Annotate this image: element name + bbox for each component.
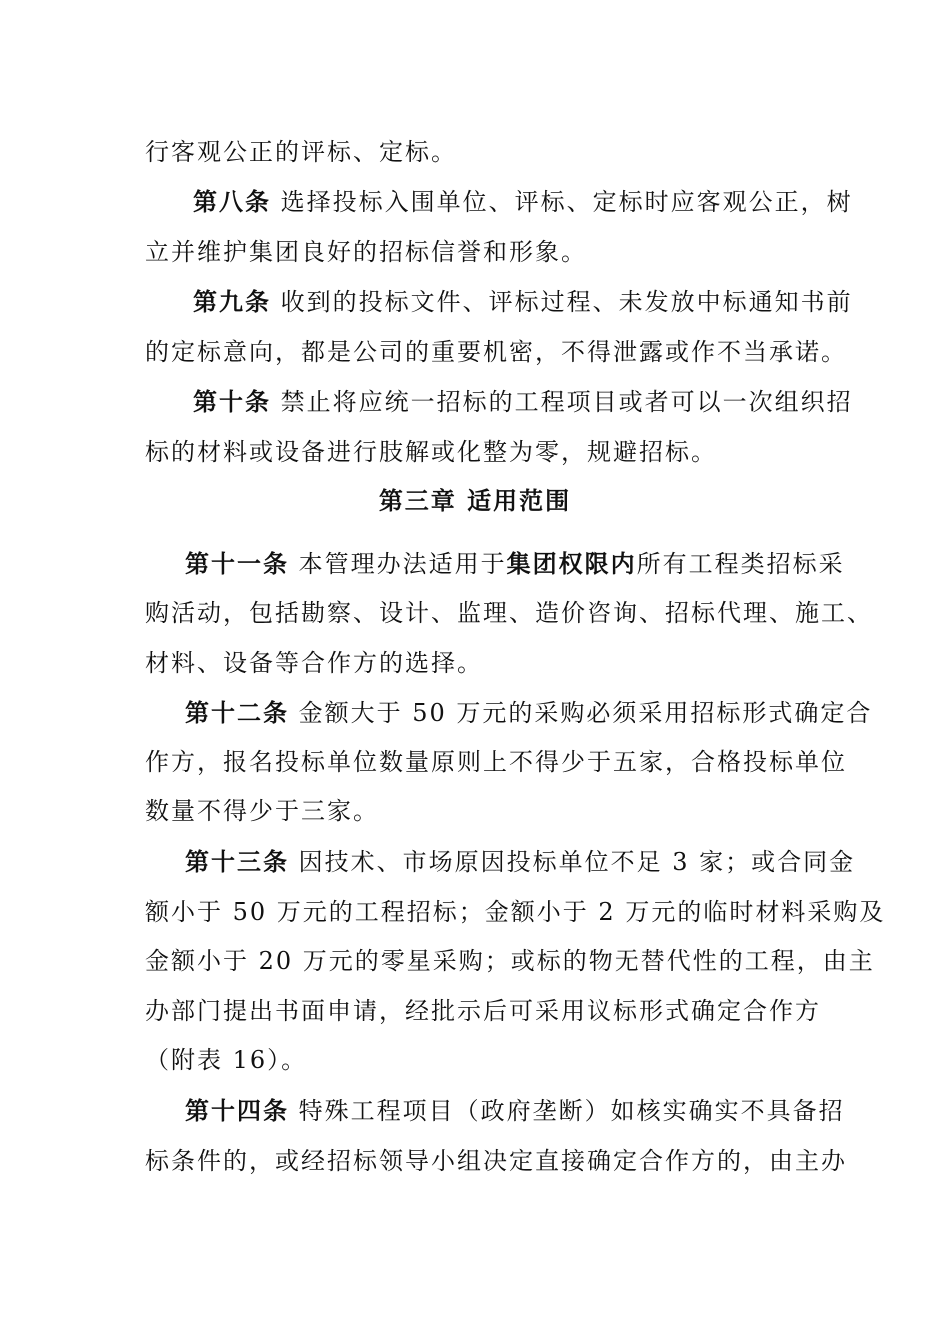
line-text: 额小于 50 万元的工程招标；金额小于 2 万元的临时材料采购及 <box>145 898 886 926</box>
paragraph-line <box>145 1044 307 1076</box>
line-text: 标的材料或设备进行肢解或化整为零，规避招标。 <box>145 438 717 466</box>
article-14 <box>185 1095 845 1127</box>
article-label: 第九条 <box>193 287 271 316</box>
article-emphasis: 集团权限内 <box>506 549 637 578</box>
article-text: 金额大于 50 万元的采购必须采用招标形式确定合 <box>298 699 873 727</box>
paragraph-line <box>145 896 885 928</box>
line-text: 立并维护集团良好的招标信誉和形象。 <box>145 238 587 266</box>
article-text: 禁止将应统一招标的工程项目或者可以一次组织招 <box>280 388 853 416</box>
line-text: 的定标意向，都是公司的重要机密，不得泄露或作不当承诺。 <box>145 338 847 366</box>
article-text: 因技术、市场原因投标单位不足 3 家；或合同金 <box>298 848 856 876</box>
paragraph-line <box>145 436 717 468</box>
paragraph-line <box>145 647 483 679</box>
line-text: 材料、设备等合作方的选择。 <box>145 649 483 677</box>
paragraph-line <box>145 746 847 778</box>
article-label: 第八条 <box>193 187 271 216</box>
line-text: 金额小于 20 万元的零星采购；或标的物无替代性的工程，由主 <box>145 947 875 975</box>
article-12 <box>185 697 872 729</box>
paragraph-line <box>145 336 847 368</box>
chapter-heading: 第三章 适用范围 <box>378 486 572 515</box>
article-label: 第十二条 <box>185 698 289 727</box>
paragraph-line <box>145 945 875 977</box>
article-13 <box>185 846 855 878</box>
line-text: （附表 16）。 <box>145 1046 308 1074</box>
paragraph-line <box>145 597 873 629</box>
article-text: 收到的投标文件、评标过程、未发放中标通知书前 <box>280 288 853 316</box>
article-label: 第十四条 <box>185 1096 289 1125</box>
article-text: 选择投标入围单位、评标、定标时应客观公正，树 <box>280 188 853 216</box>
paragraph-line <box>145 236 587 268</box>
article-text: 所有工程类招标采 <box>636 550 845 578</box>
article-9 <box>193 286 853 318</box>
article-label: 第十三条 <box>185 847 289 876</box>
article-8 <box>193 186 853 218</box>
article-10 <box>193 386 853 418</box>
paragraph-line <box>145 136 457 168</box>
line-text: 数量不得少于三家。 <box>145 797 379 825</box>
line-text: 办部门提出书面申请，经批示后可采用议标形式确定合作方 <box>145 997 821 1025</box>
article-label: 第十条 <box>193 387 271 416</box>
paragraph-line <box>145 995 821 1027</box>
line-text: 行客观公正的评标、定标。 <box>145 138 457 166</box>
paragraph-line <box>145 1145 847 1177</box>
line-text: 作方，报名投标单位数量原则上不得少于五家，合格投标单位 <box>145 748 847 776</box>
line-text: 标条件的，或经招标领导小组决定直接确定合作方的，由主办 <box>145 1147 847 1175</box>
line-text: 购活动，包括勘察、设计、监理、造价咨询、招标代理、施工、 <box>145 599 873 627</box>
article-text: 特殊工程项目（政府垄断）如核实确实不具备招 <box>298 1097 845 1125</box>
article-11 <box>185 548 845 580</box>
article-label: 第十一条 <box>185 549 289 578</box>
paragraph-line <box>145 795 379 827</box>
article-text: 本管理办法适用于 <box>298 550 507 578</box>
